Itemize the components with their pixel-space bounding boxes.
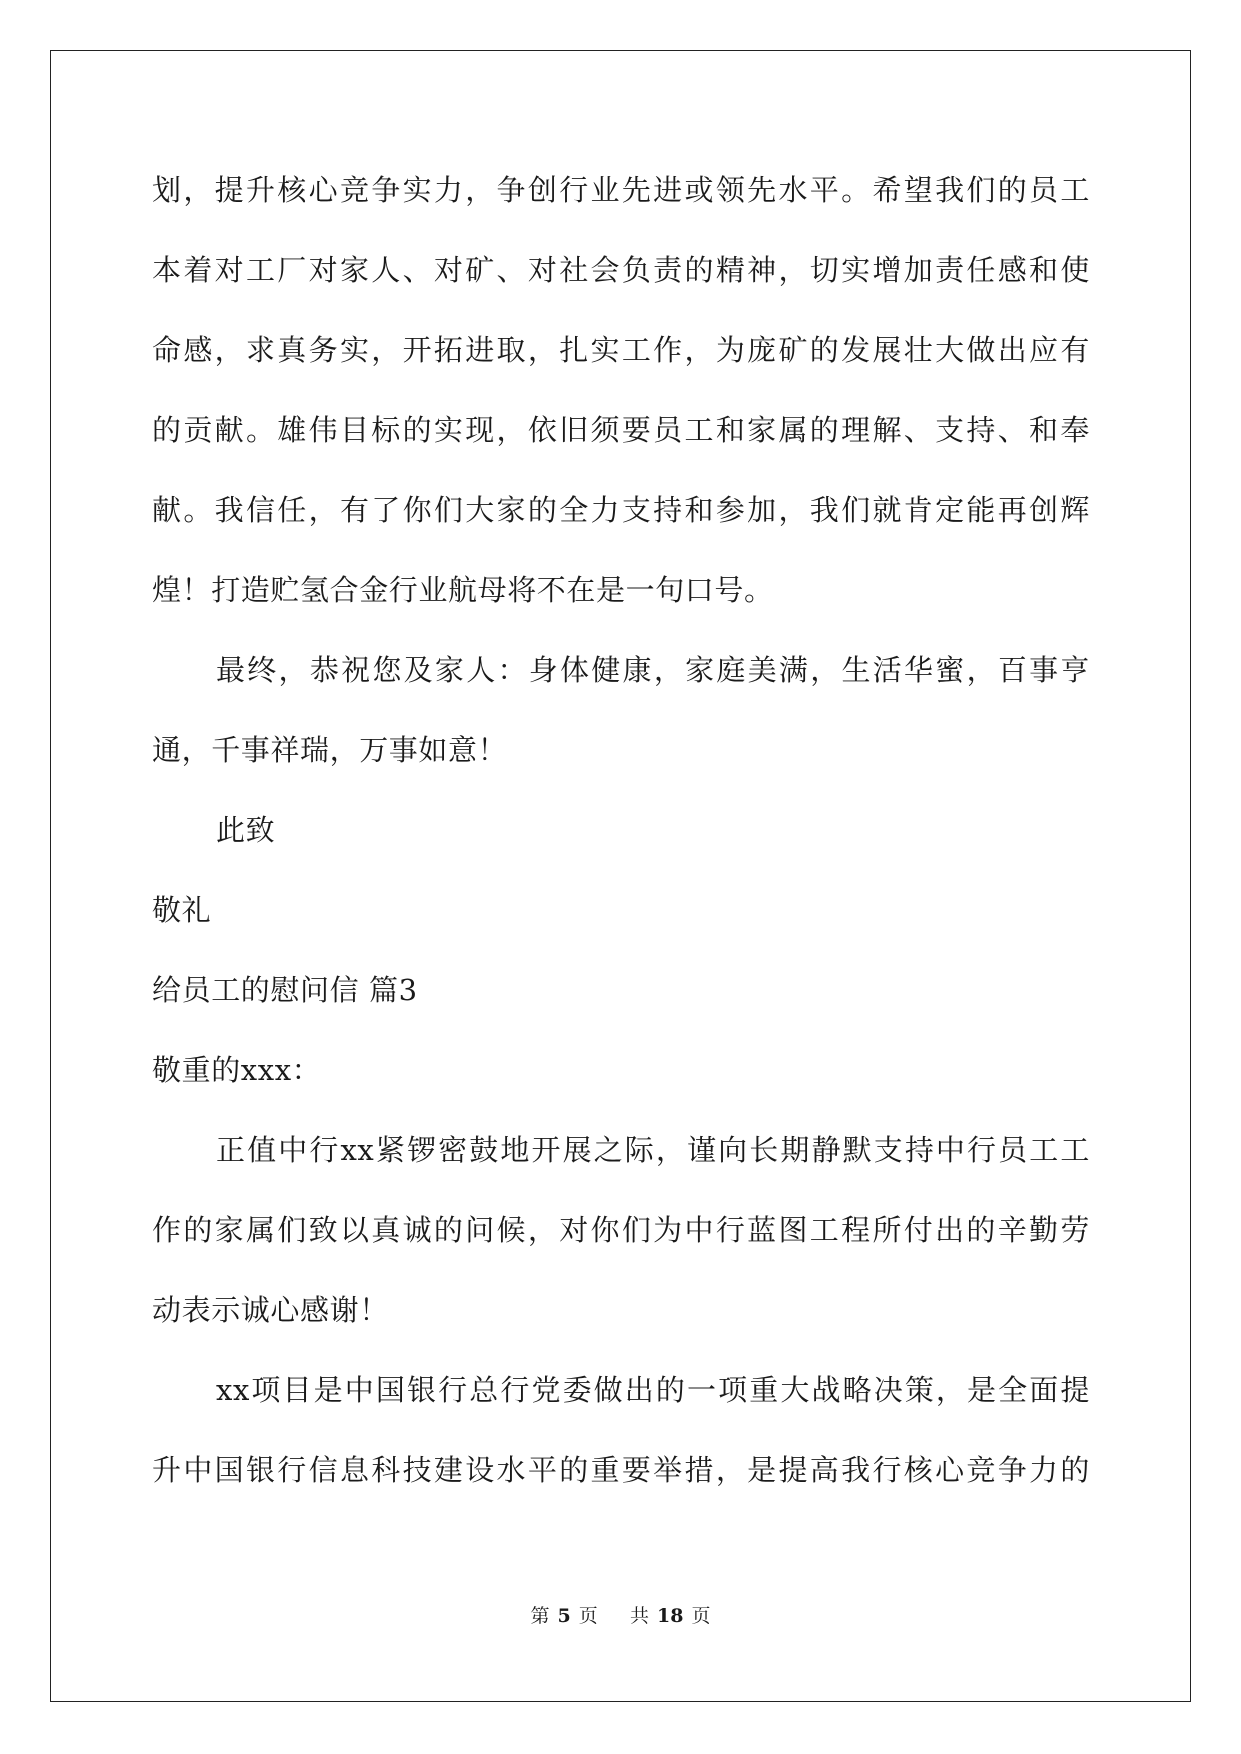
- document-body: [152, 150, 1090, 1510]
- text-line: 命感，求真务实，开拓进取，扎实工作，为庞矿的发展壮大做出应有: [152, 333, 1090, 367]
- text-line: 的贡献。雄伟目标的实现，依旧须要员工和家属的理解、支持、和奉: [152, 413, 1090, 447]
- text-line: 最终，恭祝您及家人：身体健康，家庭美满，生活华蜜，百事亨: [216, 653, 1090, 687]
- closing-salutation: 此致: [216, 813, 276, 847]
- page-number-prefix: 第: [530, 1605, 550, 1627]
- letter-greeting: 敬重的xxx：: [152, 1053, 322, 1087]
- text-line: 作的家属们致以真诚的问候，对你们为中行蓝图工程所付出的辛勤劳: [152, 1213, 1090, 1247]
- text-line: 正值中行xx紧锣密鼓地开展之际，谨向长期静默支持中行员工工: [216, 1133, 1090, 1167]
- text-line: 动表示诚心感谢！: [152, 1293, 389, 1327]
- text-line: 本着对工厂对家人、对矿、对社会负责的精神，切实增加责任感和使: [152, 253, 1090, 287]
- total-pages-suffix: 页: [691, 1605, 711, 1627]
- page-footer: [0, 1604, 1241, 1628]
- page-number: 5: [557, 1605, 571, 1627]
- text-line: 煌！打造贮氢合金行业航母将不在是一句口号。: [152, 573, 774, 607]
- text-line: 划，提升核心竞争实力，争创行业先进或领先水平。希望我们的员工: [152, 173, 1090, 207]
- text-line: 献。我信任，有了你们大家的全力支持和参加，我们就肯定能再创辉: [152, 493, 1090, 527]
- section-heading: 给员工的慰问信 篇3: [152, 973, 418, 1007]
- closing-regards: 敬礼: [152, 893, 212, 927]
- total-pages: 18: [656, 1605, 684, 1627]
- page-number-suffix: 页: [578, 1605, 598, 1627]
- text-line: xx项目是中国银行总行党委做出的一项重大战略决策，是全面提: [216, 1373, 1090, 1407]
- text-line: 升中国银行信息科技建设水平的重要举措，是提高我行核心竞争力的: [152, 1453, 1090, 1487]
- text-line: 通，千事祥瑞，万事如意！: [152, 733, 508, 767]
- total-pages-prefix: 共: [629, 1605, 649, 1627]
